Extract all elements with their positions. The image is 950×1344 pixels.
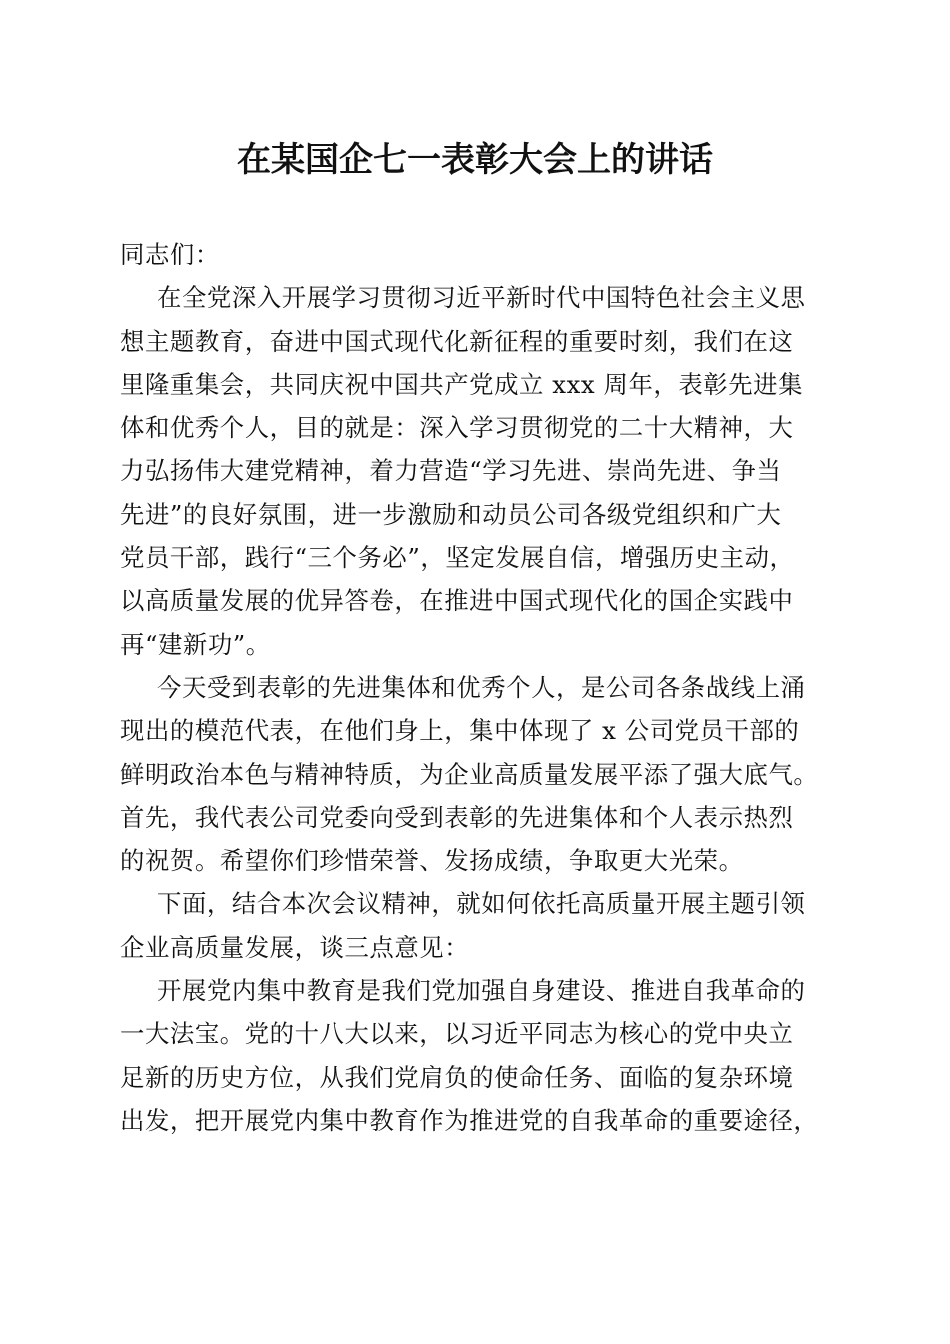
paragraph-4-line-3: 足新的历史方位，从我们党肩负的使命任务、面临的复杂环境 (120, 1062, 794, 1092)
paragraph-1-line-4: 体和优秀个人，目的就是：深入学习贯彻党的二十大精神，大 (120, 413, 794, 443)
paragraph-2-line-4: 首先，我代表公司党委向受到表彰的先进集体和个人表示热烈 (120, 802, 794, 832)
salutation-line: 同志们： (120, 240, 220, 269)
paragraph-1-line-1: 在全党深入开展学习贯彻习近平新时代中国特色社会主义思 (157, 283, 806, 313)
paragraph-4-line-1: 开展党内集中教育是我们党加强自身建设、推进自我革命的 (157, 976, 806, 1006)
paragraph-1-line-2: 想主题教育，奋进中国式现代化新征程的重要时刻，我们在这 (120, 326, 794, 356)
paragraph-1-line-8: 以高质量发展的优异答卷，在推进中国式现代化的国企实践中 (120, 586, 794, 616)
paragraph-1-line-7: 党员干部，践行“三个务必”，坚定发展自信，增强历史主动， (120, 543, 795, 573)
paragraph-2-line-3: 鲜明政治本色与精神特质，为企业高质量发展平添了强大底气。 (120, 759, 819, 789)
document-title: 在某国企七一表彰大会上的讲话 (237, 140, 713, 180)
paragraph-3-line-1: 下面，结合本次会议精神，就如何依托高质量开展主题引领 (157, 889, 806, 919)
paragraph-1-line-5: 力弘扬伟大建党精神，着力营造“学习先进、崇尚先进、争当 (120, 456, 782, 486)
paragraph-1-line-3: 里隆重集会，共同庆祝中国共产党成立 xxx 周年，表彰先进集 (120, 369, 804, 399)
paragraph-4-line-4: 出发，把开展党内集中教育作为推进党的自我革命的重要途径， (120, 1105, 819, 1135)
paragraph-3-line-2: 企业高质量发展，谈三点意见： (120, 932, 470, 962)
paragraph-2-line-1: 今天受到表彰的先进集体和优秀个人，是公司各条战线上涌 (157, 672, 806, 702)
paragraph-1-line-6: 先进”的良好氛围，进一步激励和动员公司各级党组织和广大 (120, 499, 782, 529)
paragraph-1-line-9: 再“建新功”。 (120, 629, 271, 659)
paragraph-2-line-5: 的祝贺。希望你们珍惜荣誉、发扬成绩，争取更大光荣。 (120, 846, 744, 876)
paragraph-2-line-2: 现出的模范代表，在他们身上，集中体现了 x 公司党员干部的 (120, 716, 800, 746)
paragraph-4-line-2: 一大法宝。党的十八大以来，以习近平同志为核心的党中央立 (120, 1019, 794, 1049)
document-body (120, 233, 840, 1142)
